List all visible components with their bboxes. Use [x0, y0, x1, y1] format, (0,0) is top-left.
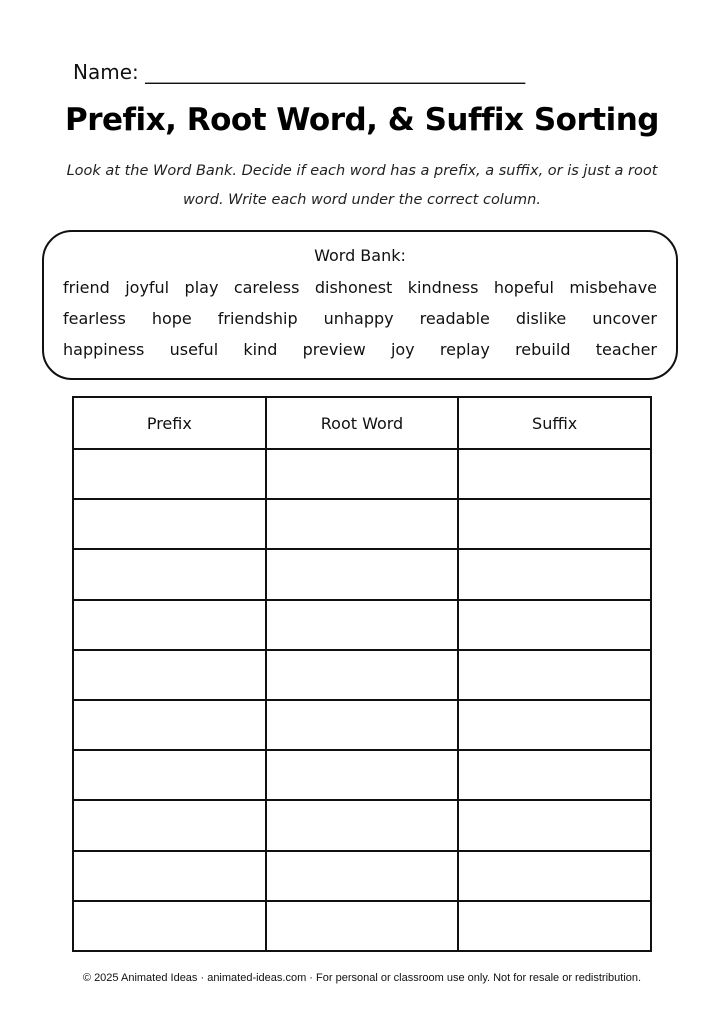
answer-cell-prefix[interactable] [73, 800, 266, 850]
answer-cell-suffix[interactable] [458, 851, 651, 901]
table-row [73, 800, 651, 850]
word-bank-word: kind [243, 340, 278, 359]
word-bank-row-3 [63, 340, 657, 359]
word-bank-word: friendship [217, 309, 298, 328]
answer-cell-root-word[interactable] [266, 750, 459, 800]
table-row [73, 901, 651, 951]
word-bank-word: play [184, 278, 219, 297]
answer-cell-prefix[interactable] [73, 549, 266, 599]
answer-cell-suffix[interactable] [458, 549, 651, 599]
table-body [73, 449, 651, 951]
table-row [73, 750, 651, 800]
word-bank-word: joy [390, 340, 415, 359]
table-row [73, 851, 651, 901]
answer-cell-prefix[interactable] [73, 499, 266, 549]
answer-cell-suffix[interactable] [458, 800, 651, 850]
answer-cell-root-word[interactable] [266, 600, 459, 650]
word-bank-word: hopeful [493, 278, 554, 297]
answer-cell-suffix[interactable] [458, 901, 651, 951]
word-bank-word: teacher [595, 340, 657, 359]
answer-cell-suffix[interactable] [458, 449, 651, 499]
footer-copyright: © 2025 Animated Ideas · animated-ideas.com · For personal or classroom use only. Not for resale or redistribution. [82, 972, 642, 984]
word-bank-word: happiness [63, 340, 145, 359]
word-bank-word: useful [169, 340, 219, 359]
word-bank-word: fearless [63, 309, 126, 328]
sorting-table [72, 396, 652, 952]
answer-cell-root-word[interactable] [266, 800, 459, 850]
table-header-row [73, 397, 651, 449]
word-bank-row-2 [63, 309, 657, 328]
word-bank-word: dishonest [314, 278, 393, 297]
table-row [73, 499, 651, 549]
word-bank-word: hope [151, 309, 192, 328]
answer-cell-prefix[interactable] [73, 851, 266, 901]
name-line[interactable]: Name: ______________________________________ [73, 60, 526, 84]
answer-cell-root-word[interactable] [266, 851, 459, 901]
column-header-prefix: Prefix [73, 397, 266, 449]
answer-cell-prefix[interactable] [73, 750, 266, 800]
word-bank-word: uncover [592, 309, 657, 328]
word-bank-word: joyful [125, 278, 170, 297]
word-bank-title: Word Bank: [314, 246, 406, 265]
column-header-suffix: Suffix [458, 397, 651, 449]
answer-cell-prefix[interactable] [73, 600, 266, 650]
instructions: Look at the Word Bank. Decide if each word has a prefix, a suffix, or is just a root word. Write each word under the correct column. [66, 163, 658, 208]
word-bank [42, 230, 678, 380]
word-bank-word: replay [439, 340, 490, 359]
answer-cell-root-word[interactable] [266, 549, 459, 599]
answer-cell-suffix[interactable] [458, 600, 651, 650]
table-row [73, 600, 651, 650]
word-bank-row-1 [63, 278, 657, 297]
answer-cell-suffix[interactable] [458, 700, 651, 750]
table-row [73, 549, 651, 599]
word-bank-word: rebuild [515, 340, 571, 359]
word-bank-word: readable [419, 309, 490, 328]
word-bank-word: dislike [515, 309, 567, 328]
answer-cell-prefix[interactable] [73, 449, 266, 499]
table-row [73, 650, 651, 700]
word-bank-word: unhappy [323, 309, 394, 328]
table-row [73, 449, 651, 499]
answer-cell-suffix[interactable] [458, 750, 651, 800]
page-title: Prefix, Root Word, & Suffix Sorting [65, 102, 659, 138]
answer-cell-root-word[interactable] [266, 499, 459, 549]
word-bank-word: kindness [407, 278, 479, 297]
word-bank-word: preview [302, 340, 366, 359]
table-row [73, 700, 651, 750]
answer-cell-root-word[interactable] [266, 901, 459, 951]
column-header-root-word: Root Word [266, 397, 459, 449]
word-bank-word: careless [233, 278, 300, 297]
word-bank-word: misbehave [569, 278, 657, 297]
answer-cell-root-word[interactable] [266, 449, 459, 499]
answer-cell-prefix[interactable] [73, 650, 266, 700]
answer-cell-root-word[interactable] [266, 650, 459, 700]
answer-cell-suffix[interactable] [458, 650, 651, 700]
word-bank-word: friend [63, 278, 110, 297]
answer-cell-prefix[interactable] [73, 901, 266, 951]
answer-cell-suffix[interactable] [458, 499, 651, 549]
answer-cell-root-word[interactable] [266, 700, 459, 750]
answer-cell-prefix[interactable] [73, 700, 266, 750]
